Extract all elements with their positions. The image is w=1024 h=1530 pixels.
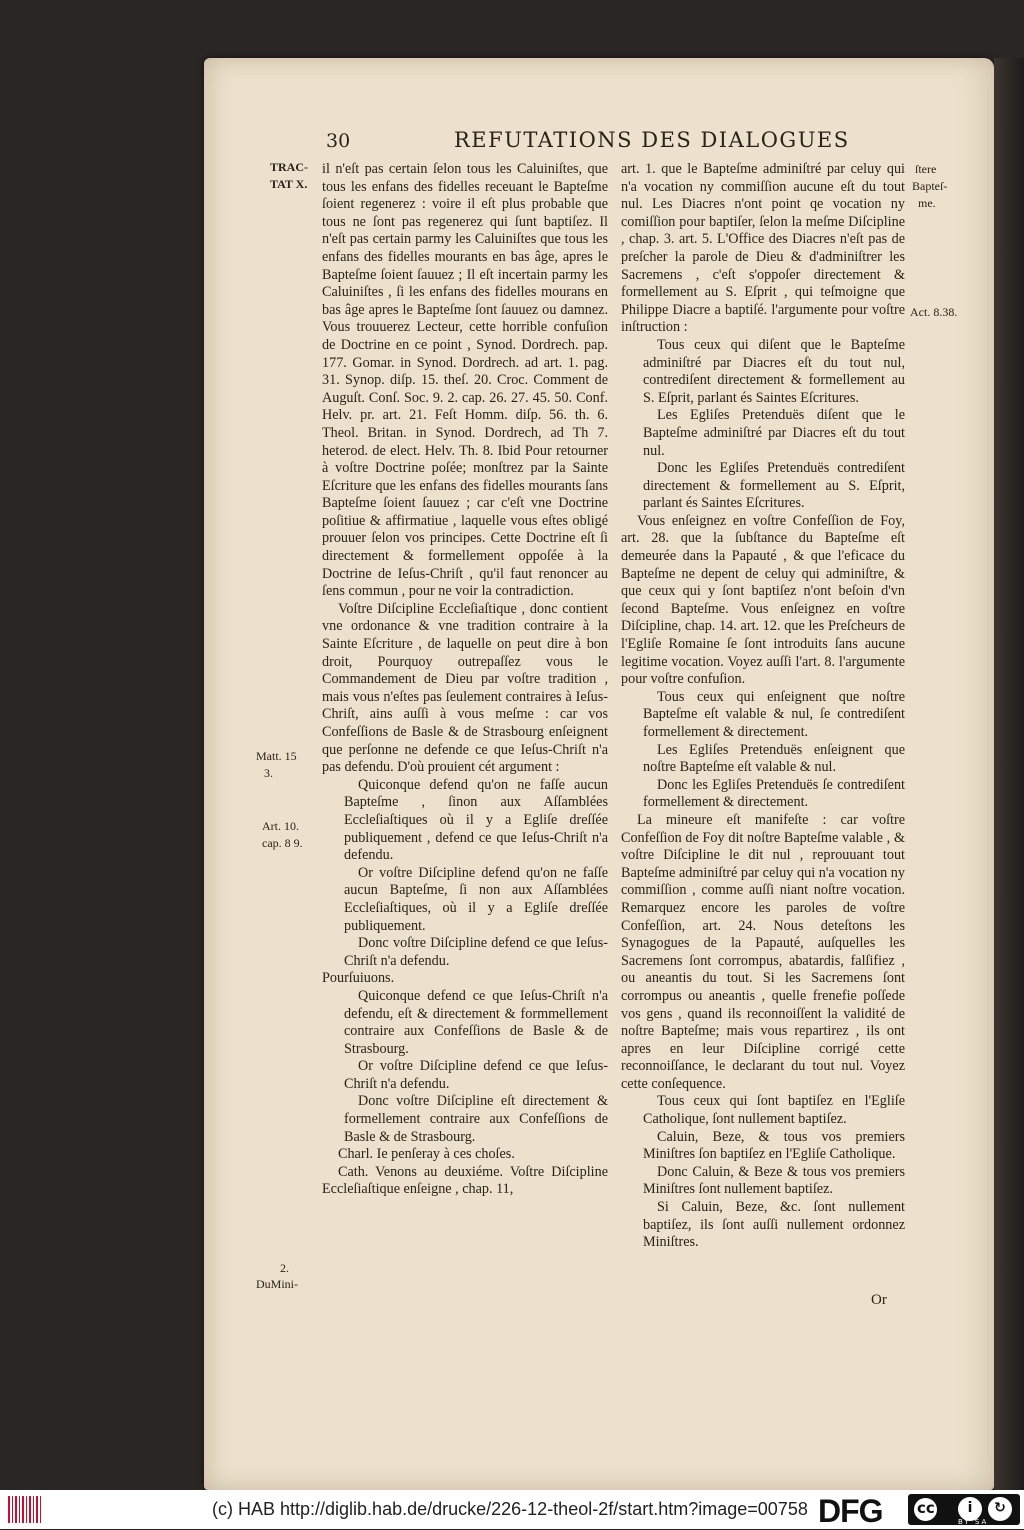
margin-note: Matt. 15 bbox=[256, 749, 297, 763]
margin-note: 2. bbox=[280, 1261, 289, 1275]
paragraph: Tous ceux qui diſent que le Bapteſme adminiſtré par Diacres eſt du tout nul, contrediſent directement & formellement au S. Eſprit, parlant és Saintes Eſcritures. bbox=[643, 336, 905, 406]
margin-note: cap. 8 9. bbox=[262, 836, 303, 850]
paragraph: Or voſtre Diſcipline defend qu'on ne faſſe aucun Bapteſme, ſi non aux Aſſamblées Eccleſiaſtiques, où il y a Egliſe dreſſée publiquement. bbox=[344, 864, 608, 934]
viewer-footer bbox=[0, 1490, 1024, 1529]
cc-license-badge[interactable] bbox=[908, 1494, 1020, 1525]
paragraph: Cath. Venons au deuxiéme. Voſtre Diſcipline Eccleſiaſtique enſeigne , chap. 11, bbox=[322, 1163, 608, 1198]
book-spine bbox=[994, 58, 1024, 1490]
page-header bbox=[326, 128, 926, 158]
paragraph: Les Egliſes Pretenduës enſeignent que noſtre Bapteſme eſt valable & nul. bbox=[643, 741, 905, 776]
margin-note: TAT X. bbox=[270, 177, 308, 191]
copyright-link[interactable]: (c) HAB http://diglib.hab.de/drucke/226-12-theol-2f/start.htm?image=00758 bbox=[212, 1499, 808, 1519]
paragraph: Donc voſtre Diſcipline eſt directement & formellement contraire aux Confeſſions de Basle & de Strasbourg. bbox=[344, 1093, 608, 1145]
left-column bbox=[322, 161, 608, 1199]
paragraph: Caluin, Beze, & tous vos premiers Miniſtres ſon baptiſez en l'Egliſe Catholique. bbox=[643, 1128, 905, 1163]
barcode-icon bbox=[8, 1496, 42, 1523]
by-icon: i bbox=[958, 1497, 982, 1521]
paragraph: Quiconque defend qu'on ne faſſe aucun Bapteſme , ſinon aux Aſſamblées Eccleſiaſtiques où il y a Egliſe dreſſée publiquement , defend ce que Ieſus-Chriſt n'a defendu. bbox=[344, 776, 608, 864]
margin-note: TRAC- bbox=[270, 160, 308, 174]
running-title: REFUTATIONS DES DIALOGUES bbox=[454, 128, 850, 152]
paragraph: La mineure eſt manifeſte : car voſtre Confeſſion de Foy dit noſtre Bapteſme valable , & voſtre Diſcipline le dit nul , reprouuant tout Bapteſme adminiſtré par celuy qui n'a vocation ny commiſſion , comme auſſi niant noſtre vocation. Remarquez encore les paroles de voſtre Confeſſion, art. 24. Nous deteſtons les Synagogues de la Papauté, auſquelles les Sacremens ſont corrompus, abatardis, falſifiez , ou aneantis du tout. Si les Sacremens ſont corrompus ou aneantis , quelle frenefie poſſede vos gens , quand ils reconnoiſſent la validité de noſtre Bapteſme; mais vous repartirez , ils ont apres en leur Diſcipline corrigé cette reconnoiſſance, le declarant du tout nul. Voyez cette conſequence. bbox=[621, 811, 905, 1092]
paragraph: Tous ceux qui enſeignent que noſtre Bapteſme eſt valable & nul, ſe contrediſent formellement & directement. bbox=[643, 688, 905, 740]
margin-note: 3. bbox=[264, 766, 273, 780]
margin-note: Art. 10. bbox=[262, 819, 299, 833]
paragraph: Tous ceux qui ſont baptiſez en l'Egliſe Catholique, ſont nullement baptiſez. bbox=[643, 1093, 905, 1128]
margin-note: Bapteſ- bbox=[912, 179, 948, 193]
paragraph: Donc Caluin, & Beze & tous vos premiers Miniſtres ſont nullement baptiſez. bbox=[643, 1163, 905, 1198]
margin-note: ſtere bbox=[915, 162, 937, 176]
paragraph: Pourſuiuons. bbox=[322, 970, 395, 987]
paragraph: il n'eſt pas certain ſelon tous les Caluiniſtes, que tous les enfans des fidelles receuant le Bapteſme ſoient regenerez : voire il eſt plus probable que tous ne ſont pas regenerez qui ſunt baptiſez. Il n'eſt pas certain parmy les Caluiniſtes que tous les enfans des fidelles mourants en bas âge, apres le Bapteſme ſoient ſauuez ; Il eſt incertain parmy les Caluiniſtes , ſi les enfans des fidelles mourans en bas âge apres le Bapteſme ſont ſauuez ou damnez. Vous trouuerez Lecteur, cette horrible confuſion de Doctrine en ce point , Synod. Dordrech. pap. 177. Gomar. in Synod. Dordrech. ad art. 1. pag. 31. Synop. diſp. 15. theſ. 20. Croc. Comment de Auguſt. Conſ. Soc. 9. 2. cap. 26. 27. 45. 50. Conf. Helv. pr. art. 21. Feſt Homm. diſp. 56. th. 6. Theol. Britan. in Synod. Dordrech, ad Th 7. heterod. de elect. Helv. Th. 8. Ibid Pour retourner à voſtre Doctrine poſée; monſtrez par la Sainte Eſcriture que les enfans des fidelles mourants ſans Bapteſme ſoient ſauuez ; car c'eſt vne Doctrine poſitiue & affirmatiue , laquelle vous eſtes obligé prouuer ſelon vos principes. Cette Doctrine eſt ſi directement & formellement oppoſée à la Doctrine de Ieſus-Chriſt , qu'il faut renoncer au ſens commun , pour ne voir la contradiction. bbox=[322, 161, 608, 600]
paragraph: Charl. Ie penſeray à ces choſes. bbox=[338, 1146, 515, 1163]
paragraph: Donc les Egliſes Pretenduës contrediſent directement & formellement au S. Eſprit, parlant és Saintes Eſcritures. bbox=[643, 460, 905, 512]
paragraph: Si Caluin, Beze, &c. ſont nullement baptiſez, ils ſont auſſi nullement ordonnez Miniſtres. bbox=[643, 1199, 905, 1251]
paragraph: Donc voſtre Diſcipline defend ce que Ieſus-Chriſt n'a defendu. bbox=[344, 935, 608, 969]
paragraph: Or voſtre Diſcipline defend ce que Ieſus-Chriſt n'a defendu. bbox=[344, 1058, 608, 1092]
margin-note: Act. 8.38. bbox=[910, 305, 958, 319]
paragraph: Voſtre Diſcipline Eccleſiaſtique , donc contient vne ordonance & vne tradition contraire à la Sainte Eſcriture , de laquelle on peut dire à bon droit, Pourquoy outrepaſſez vous le Commandement de Dieu par voſtre tradition , mais vous n'eſtes pas ſeulement contraires à Ieſus-Chriſt, ains auſſi à vous meſme : car vos Confeſſions de Basle & de Strasbourg enſeignent que perſonne ne defende ce que Ieſus-Chriſt n'a pas defendu. D'où prouient cét argument : bbox=[322, 600, 608, 776]
paragraph: Quiconque defend ce que Ieſus-Chriſt n'a defendu, eſt & directement & formmellement contraire aux Confeſſions de Basle & de Strasbourg. bbox=[344, 987, 608, 1057]
catchword: Or bbox=[871, 1292, 887, 1308]
paragraph: Donc les Egliſes Pretenduës ſe contrediſent formellement & directement. bbox=[643, 776, 905, 811]
cc-icon bbox=[912, 1496, 939, 1523]
margin-note: DuMini- bbox=[256, 1277, 298, 1291]
paragraph: art. 1. que le Bapteſme adminiſtré par celuy qui n'a vocation ny commiſſion aucune eſt du tout nul. Les Diacres n'ont point qe vocation ny comiſſion pour baptiſer, ſelon la meſme Diſcipline , chap. 3. art. 5. L'Office des Diacres n'eſt pas de preſcher la parole de Dieu & d'adminiſtrer les Sacremens , c'eſt s'oppoſer directement & formellement au S. Eſprit , qui teſmoigne que Philippe Diacre a baptiſé. l'argumente pour voſtre inſtruction : bbox=[621, 161, 905, 336]
paragraph: Vous enſeignez en voſtre Confeſſion de Foy, art. 28. que la ſubſtance du Bapteſme eſt demeurée dans la Papauté , & que l'eficace du Bapteſme ne depent de celuy qui adminiſtre, & que ceux qui y ſont baptiſez n'ont beſoin d'vn ſecond Bapteſme. Vous enſeignez en voſtre Diſcipline, chap. 14. art. 12. que les Preſcheurs de l'Egliſe Romaine ſe ſont introduits ſans aucune legitime vocation. Voyez auſſi l'art. 8. l'argumente pour voſtre confuſion. bbox=[621, 512, 905, 688]
license-labels: BY SA bbox=[958, 1518, 989, 1526]
right-column bbox=[621, 161, 905, 1252]
folio-number: 30 bbox=[326, 130, 351, 152]
sa-icon: ↻ bbox=[988, 1497, 1012, 1521]
paragraph: Les Egliſes Pretenduës diſent que le Bapteſme adminiſtré par Diacres eſt du tout nul. bbox=[643, 407, 905, 459]
dfg-logo: DFG bbox=[818, 1493, 883, 1529]
margin-note: me. bbox=[918, 196, 936, 210]
